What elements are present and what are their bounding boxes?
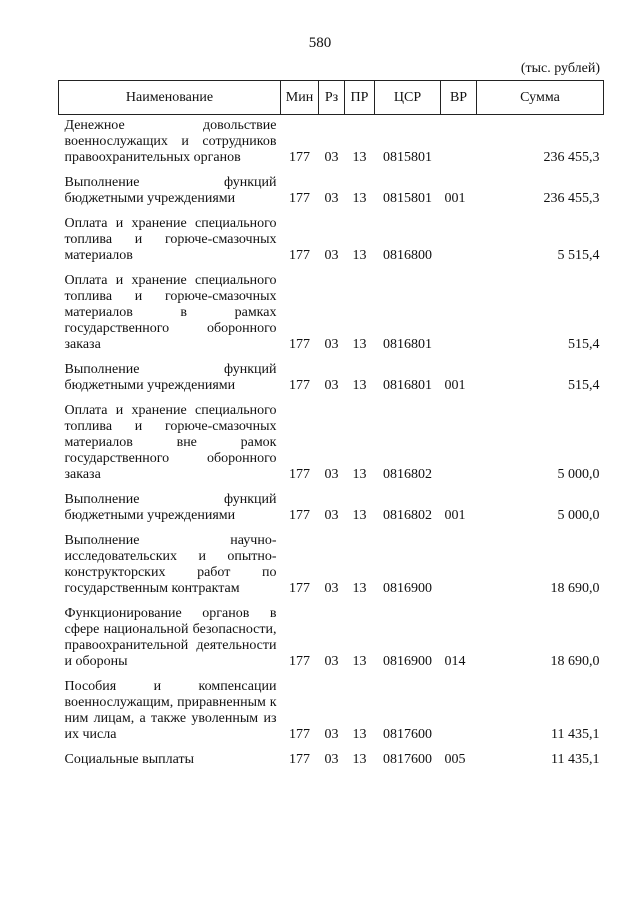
row-pr: 13 [352,581,367,596]
row-vr [441,115,477,173]
table-row [59,270,604,359]
row-name: Социальные выплаты [64,752,195,767]
row-rz: 03 [324,508,339,523]
row-pr: 13 [352,654,367,669]
units-label: (тыс. рублей) [520,61,600,76]
row-min: 177 [289,727,310,742]
row-sum: 5 515,4 [557,248,600,263]
row-csr: 0816802 [383,508,432,523]
row-name: Выполнение функций бюджетными учреждениями [64,362,277,393]
header-rz: Рз [319,81,345,115]
row-csr: 0816802 [383,467,432,482]
row-sum: 11 435,1 [551,727,600,742]
table-row [59,749,604,774]
row-pr: 13 [352,752,367,767]
row-min: 177 [289,654,310,669]
row-min: 177 [289,378,310,393]
header-pr: ПР [345,81,375,115]
row-min: 177 [289,337,310,352]
row-csr: 0816900 [383,581,432,596]
header-csr: ЦСР [375,81,441,115]
row-name: Выполнение функций бюджетными учреждениями [64,175,277,206]
row-name: Денежное довольствие военнослужащих и сотрудников правоохранительных органов [64,118,277,165]
row-rz: 03 [324,727,339,742]
row-vr [441,213,477,270]
table-row [59,603,604,676]
row-rz: 03 [324,150,339,165]
row-name: Оплата и хранение специального топлива и горюче-смазочных материалов вне рамок государственного оборонного заказа [64,403,277,482]
row-name: Выполнение научно-исследовательских и опытно-конструкторских работ по государственным контрактам [64,533,277,596]
row-sum: 5 000,0 [557,508,600,523]
row-sum: 515,4 [568,378,600,393]
header-sum: Сумма [477,81,604,115]
row-sum: 515,4 [568,337,600,352]
row-rz: 03 [324,191,339,206]
table-body [59,115,604,775]
row-vr [441,530,477,603]
row-csr: 0816800 [383,248,432,263]
row-vr: 005 [444,752,466,767]
row-pr: 13 [352,467,367,482]
row-name: Оплата и хранение специального топлива и горюче-смазочных материалов в рамках государственного оборонного заказа [64,273,277,352]
row-rz: 03 [324,337,339,352]
row-sum: 5 000,0 [557,467,600,482]
budget-table [58,80,604,774]
header-min: Мин [281,81,319,115]
page-number: 580 [308,35,332,51]
header-name: Наименование [59,81,281,115]
row-vr [441,676,477,749]
table-header [59,81,604,115]
row-csr: 0815801 [383,150,432,165]
table-row [59,400,604,489]
row-sum: 11 435,1 [551,752,600,767]
row-pr: 13 [352,508,367,523]
row-sum: 18 690,0 [550,581,600,596]
row-rz: 03 [324,654,339,669]
row-pr: 13 [352,248,367,263]
row-min: 177 [289,508,310,523]
row-name: Выполнение функций бюджетными учреждениями [64,492,277,523]
table-row [59,115,604,173]
row-pr: 13 [352,191,367,206]
row-rz: 03 [324,378,339,393]
row-csr: 0816900 [383,654,432,669]
row-sum: 236 455,3 [543,150,600,165]
table-row [59,213,604,270]
row-pr: 13 [352,378,367,393]
header-vr: ВР [441,81,477,115]
row-rz: 03 [324,752,339,767]
row-min: 177 [289,150,310,165]
row-pr: 13 [352,727,367,742]
row-vr: 001 [444,378,466,393]
row-sum: 18 690,0 [550,654,600,669]
row-csr: 0815801 [383,191,432,206]
table-row [59,172,604,213]
row-pr: 13 [352,337,367,352]
row-pr: 13 [352,150,367,165]
table-row [59,676,604,749]
row-rz: 03 [324,467,339,482]
row-vr: 014 [444,654,466,669]
row-name: Пособия и компенсации военнослужащим, приравненным к ним лицам, а также уволенным из их числа [64,679,277,742]
table-row [59,530,604,603]
row-csr: 0816801 [383,337,432,352]
row-min: 177 [289,248,310,263]
row-vr: 001 [444,191,466,206]
row-rz: 03 [324,581,339,596]
row-min: 177 [289,752,310,767]
row-csr: 0817600 [383,752,432,767]
row-min: 177 [289,467,310,482]
row-csr: 0816801 [383,378,432,393]
table-row [59,359,604,400]
row-csr: 0817600 [383,727,432,742]
table-row [59,489,604,530]
row-name: Функционирование органов в сфере национальной безопасности, правоохранительной деятельности и обороны [64,606,277,669]
row-sum: 236 455,3 [543,191,600,206]
row-rz: 03 [324,248,339,263]
row-vr [441,270,477,359]
row-vr [441,400,477,489]
row-vr: 001 [444,508,466,523]
row-min: 177 [289,191,310,206]
row-min: 177 [289,581,310,596]
row-name: Оплата и хранение специального топлива и горюче-смазочных материалов [64,216,277,263]
